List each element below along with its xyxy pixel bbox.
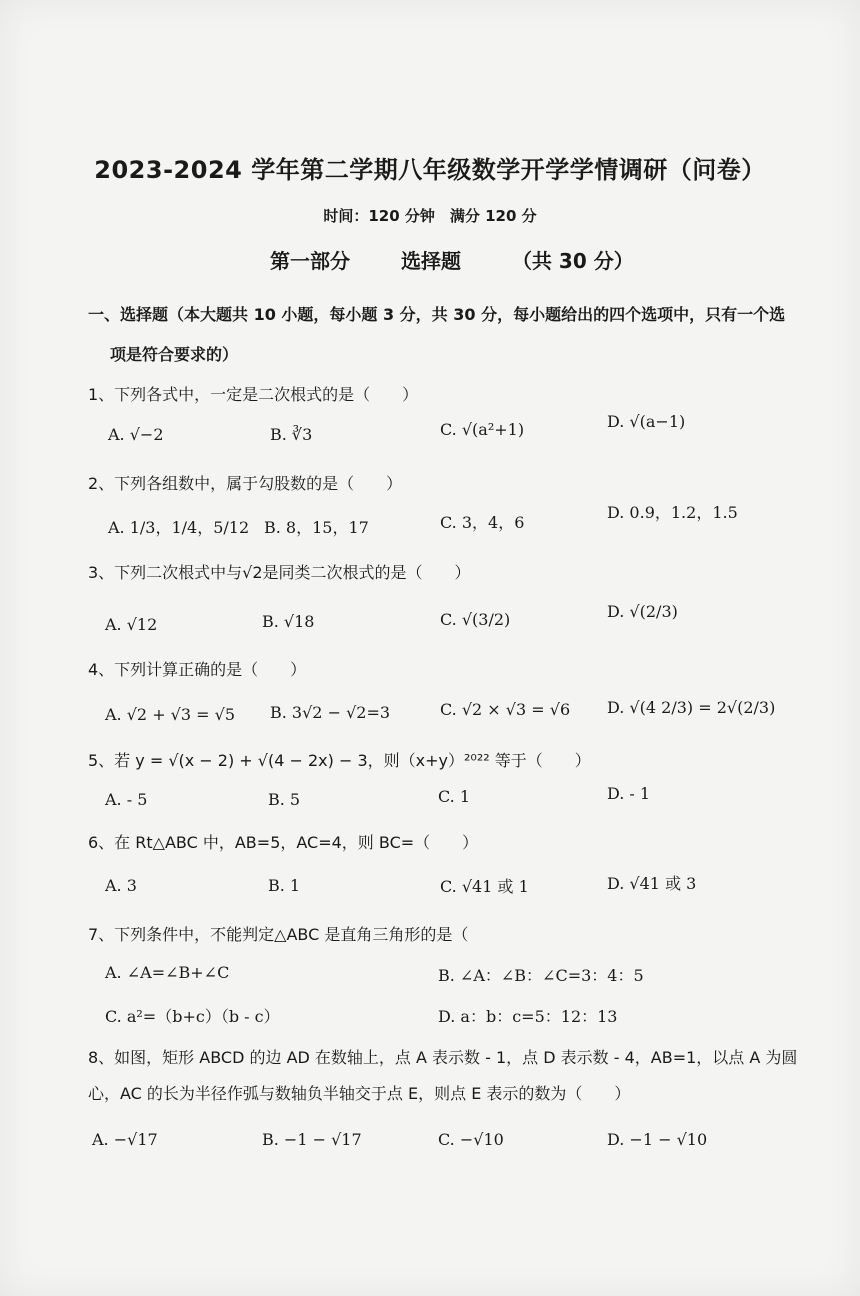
question-1-option-a: A. √−2 [108,425,164,444]
question-1-stem: 1、下列各式中，一定是二次根式的是（ ） [88,385,419,404]
question-4-option-b: B. 3√2 − √2=3 [270,703,391,722]
question-4-option-c: C. √2 × √3 = √6 [440,700,571,719]
question-3-stem: 3、下列二次根式中与√2是同类二次根式的是（ ） [88,563,471,582]
question-8-option-a: A. −√17 [92,1130,158,1149]
exam-time-info: 时间：120 分钟 满分 120 分 [323,207,537,225]
question-6-option-d: D. √41 或 3 [607,874,697,893]
question-2-stem: 2、下列各组数中，属于勾股数的是（ ） [88,474,403,493]
question-7-option-d: D. a：b：c=5：12：13 [438,1007,618,1026]
question-2-option-a: A. 1/3，1/4，5/12 [108,518,250,537]
question-7-option-a: A. ∠A=∠B+∠C [105,963,230,982]
question-5-option-d: D. - 1 [607,784,651,803]
question-1-option-d: D. √(a−1) [607,412,686,431]
question-8-stem-line1: 8、如图，矩形 ABCD 的边 AD 在数轴上，点 A 表示数 - 1，点 D 表示数 - 4，AB=1，以点 A 为圆 [88,1048,798,1067]
question-4-option-a: A. √2 + √3 = √5 [105,705,236,724]
question-5-option-a: A. - 5 [105,790,148,809]
question-8-option-b: B. −1 − √17 [262,1130,362,1149]
part-name: 第一部分 [270,249,350,273]
question-6-option-a: A. 3 [105,876,137,895]
question-3-option-d: D. √(2/3) [607,602,678,621]
question-8-option-c: C. −√10 [438,1130,504,1149]
question-5-option-b: B. 5 [268,790,301,809]
section-instruction-line1: 一、选择题（本大题共 10 小题，每小题 3 分，共 30 分，每小题给出的四个选项中，只有一个选 [88,305,786,324]
part-heading [270,245,678,274]
question-7-option-c: C. a²=（b+c）（b - c） [105,1007,280,1026]
question-4-stem: 4、下列计算正确的是（ ） [88,660,307,679]
question-3-option-c: C. √(3/2) [440,610,511,629]
question-1-option-b: B. ∛3 [270,425,313,444]
question-5-option-c: C. 1 [438,787,471,806]
question-7-stem: 7、下列条件中，不能判定△ABC 是直角三角形的是（ [88,925,469,944]
question-7-option-b: B. ∠A：∠B：∠C=3：4：5 [438,966,644,985]
question-2-option-d: D. 0.9，1.2，1.5 [607,503,738,522]
question-6-option-b: B. 1 [268,876,301,895]
question-8-option-d: D. −1 − √10 [607,1130,708,1149]
question-4-option-d: D. √(4 2/3) = 2√(2/3) [607,698,776,717]
question-8-stem-line2: 心，AC 的长为半径作弧与数轴负半轴交于点 E，则点 E 表示的数为（ ） [88,1084,631,1103]
question-1-option-c: C. √(a²+1) [440,420,525,439]
part-type: 选择题 [400,249,461,273]
exam-title: 2023-2024 学年第二学期八年级数学开学学情调研（问卷） [94,156,766,184]
question-3-option-b: B. √18 [262,612,315,631]
question-6-stem: 6、在 Rt△ABC 中，AB=5，AC=4，则 BC=（ ） [88,833,479,852]
question-2-option-c: C. 3，4，6 [440,513,525,532]
question-6-option-c: C. √41 或 1 [440,877,529,896]
question-5-stem: 5、若 y = √(x − 2) + √(4 − 2x) − 3，则（x+y）²⁰²² 等于（ ） [88,751,591,770]
question-3-option-a: A. √12 [105,615,158,634]
question-2-option-b: B. 8，15，17 [264,518,369,537]
section-instruction-line2: 项是符合要求的） [110,345,239,364]
part-points: （共 30 分） [511,249,634,273]
question-8-stem [88,1040,838,1112]
